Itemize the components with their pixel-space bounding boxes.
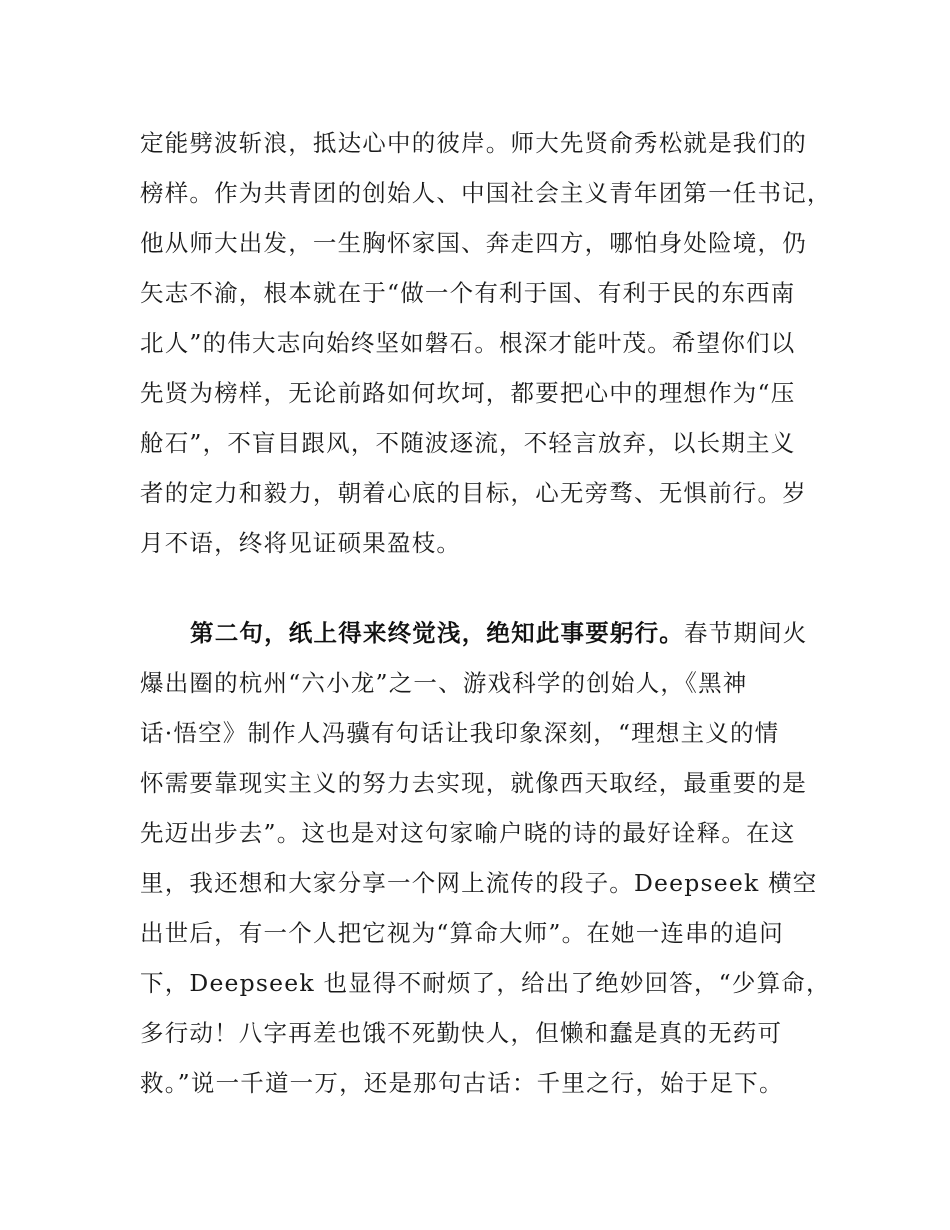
first-line-rest: 春节期间火 — [684, 619, 808, 647]
text-line: 者的定力和毅力，朝着心底的目标，心无旁骛、无惧前行。岁 — [140, 479, 807, 507]
text-line: 怀需要靠现实主义的努力去实现，就像西天取经，最重要的是 — [140, 769, 807, 797]
paragraph-lead-heading: 第二句，纸上得来终觉浅，绝知此事要躬行。 — [190, 619, 684, 647]
text-line: 爆出圈的杭州“六小龙”之一、游戏科学的创始人，《黑神 — [140, 669, 748, 697]
document-body — [140, 118, 832, 1108]
text-line: 舱石”，不盲目跟风，不随波逐流，不轻言放弃，以长期主义 — [140, 429, 796, 457]
text-line-first — [140, 608, 820, 658]
text-line: 先贤为榜样，无论前路如何坎坷，都要把心中的理想作为“压 — [140, 379, 796, 407]
text-line: 出世后，有一个人把它视为“算命大师”。在她一连串的追问 — [140, 919, 784, 947]
text-line: 矢志不渝，根本就在于“做一个有利于国、有利于民的东西南 — [140, 279, 796, 307]
paragraph-2 — [140, 608, 831, 1108]
text-line: 月不语，终将见证硕果盈枝。 — [140, 529, 462, 557]
text-line: 榜样。作为共青团的创始人、中国社会主义青年团第一任书记， — [140, 179, 832, 207]
text-line: 定能劈波斩浪，抵达心中的彼岸。师大先贤俞秀松就是我们的 — [140, 129, 807, 157]
text-line: 救。”说一千道一万，还是那句古话：千里之行，始于足下。 — [140, 1069, 784, 1097]
paragraph-1 — [140, 118, 832, 568]
text-line: 话·悟空》制作人冯骥有句话让我印象深刻，“理想主义的情 — [140, 719, 780, 747]
text-line: 多行动！八字再差也饿不死勤快人，但懒和蠢是真的无药可 — [140, 1019, 783, 1047]
text-line: 里，我还想和大家分享一个网上流传的段子。Deepseek 横空 — [140, 869, 818, 897]
text-line: 下，Deepseek 也显得不耐烦了，给出了绝妙回答，“少算命， — [140, 969, 831, 997]
text-line: 北人”的伟大志向始终坚如磐石。根深才能叶茂。希望你们以 — [140, 329, 796, 357]
paragraph-spacer — [140, 568, 820, 608]
text-line: 先迈出步去”。这也是对这句家喻户晓的诗的最好诠释。在这 — [140, 819, 796, 847]
text-line: 他从师大出发，一生胸怀家国、奔走四方，哪怕身处险境，仍 — [140, 229, 807, 257]
